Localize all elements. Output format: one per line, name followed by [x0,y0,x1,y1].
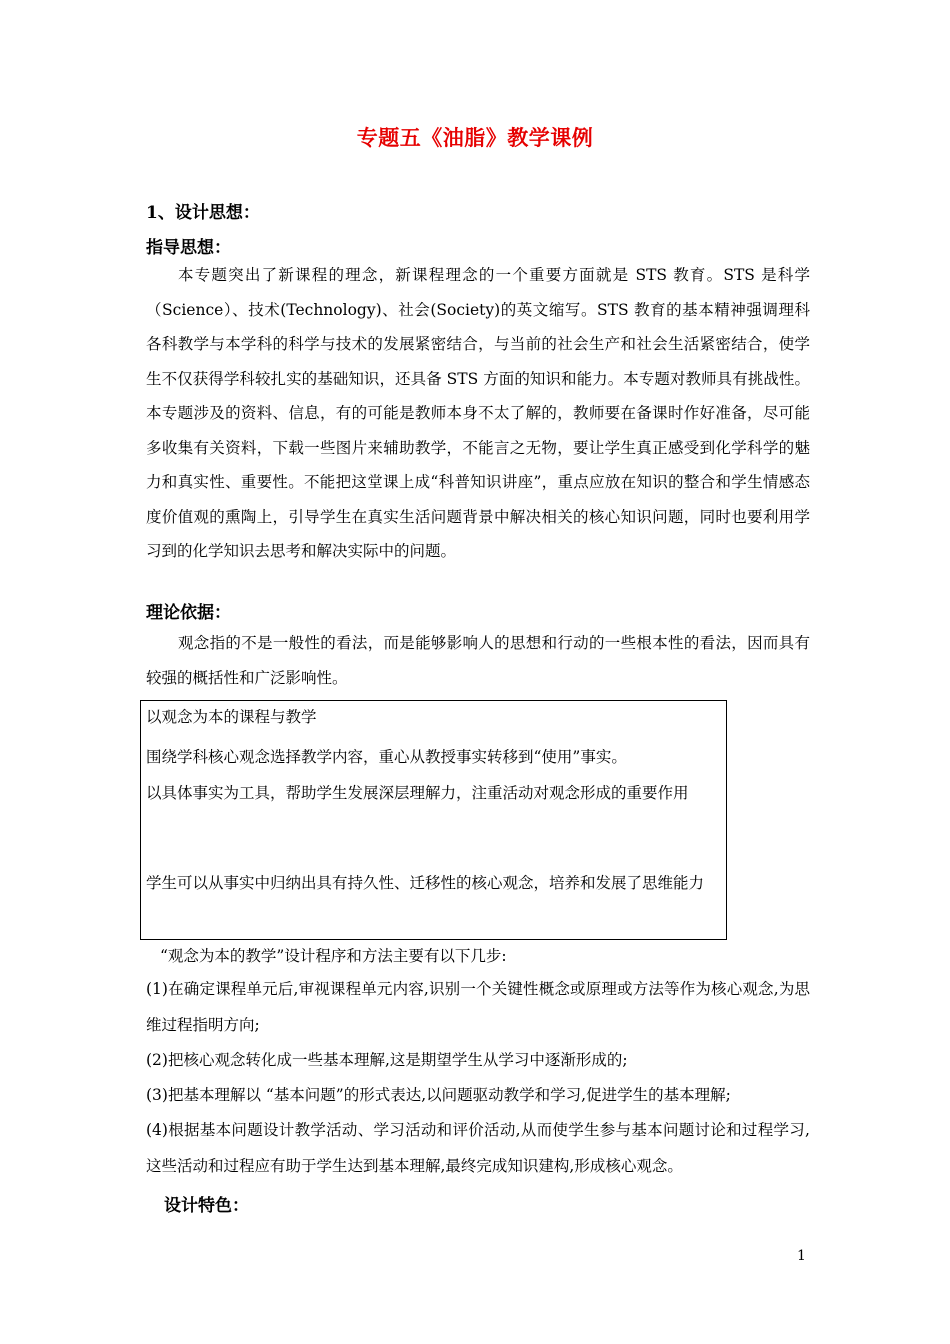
concept-box-line: 围绕学科核心观念选择教学内容，重心从教授事实转移到“使用”事实。 [146,748,627,766]
concept-box-title: 以观念为本的课程与教学 [146,708,317,726]
document-title: 专题五《油脂》教学课例 [356,125,594,150]
step-item: (4)根据基本问题设计教学活动、学习活动和评价活动,从而使学生参与基本问题讨论和过程学习,这些活动和过程应有助于学生达到基本理解,最终完成知识建构,形成核心观念。 [146,1121,810,1175]
steps-intro: “观念为本的教学”设计程序和方法主要有以下几步: [160,947,507,965]
section-heading-design: 1、设计思想： [146,203,260,223]
guiding-paragraph: 本专题突出了新课程的理念，新课程理念的一个重要方面就是 STS 教育。STS 是科学（Science）、技术(Technology)、社会(Society)的英文缩写。STS 教育的基本精神强调理科各科教学与本学科的科学与技术的发展紧密结合，与当前的社会生产和社会生活紧密结合，使学生不仅获得学科较扎实的基础知识，还具备 STS 方面的知识和能力。本专题对教师具有挑战性。本专题涉及的资料、信息，有的可能是教师本身不太了解的，教师要在备课时作好准备，尽可能多收集有关资料，下载一些图片来辅助教学，不能言之无物，要让学生真正感受到化学科学的魅力和真实性、重要性。不能把这堂课上成“科普知识讲座”，重点应放在知识的整合和学生情感态度价值观的熏陶上，引导学生在真实生活问题背景中解决相关的核心知识问题，同时也要利用学习到的化学知识去思考和解决实际中的问题。 [146,266,810,560]
step-item: (2)把核心观念转化成一些基本理解,这是期望学生从学习中逐渐形成的; [146,1051,628,1069]
concept-box [140,700,727,940]
page-number: 1 [797,1248,806,1264]
concept-box-line: 学生可以从事实中归纳出具有持久性、迁移性的核心观念，培养和发展了思维能力 [146,874,705,892]
theory-paragraph: 观念指的不是一般性的看法，而是能够影响人的思想和行动的一些根本性的看法，因而具有较强的概括性和广泛影响性。 [146,634,810,687]
step-item: (1)在确定课程单元后,审视课程单元内容,识别一个关键性概念或原理或方法等作为核心观念,为思维过程指明方向; [146,980,810,1034]
concept-box-line: 以具体事实为工具，帮助学生发展深层理解力，注重活动对观念形成的重要作用 [146,784,689,802]
step-item: (3)把基本理解以 “基本问题”的形式表达,以问题驱动教学和学习,促进学生的基本理解; [146,1086,731,1104]
subheading-guiding-thought: 指导思想： [146,238,231,258]
subheading-design-features: 设计特色： [164,1196,249,1216]
subheading-theory-basis: 理论依据： [146,603,231,623]
